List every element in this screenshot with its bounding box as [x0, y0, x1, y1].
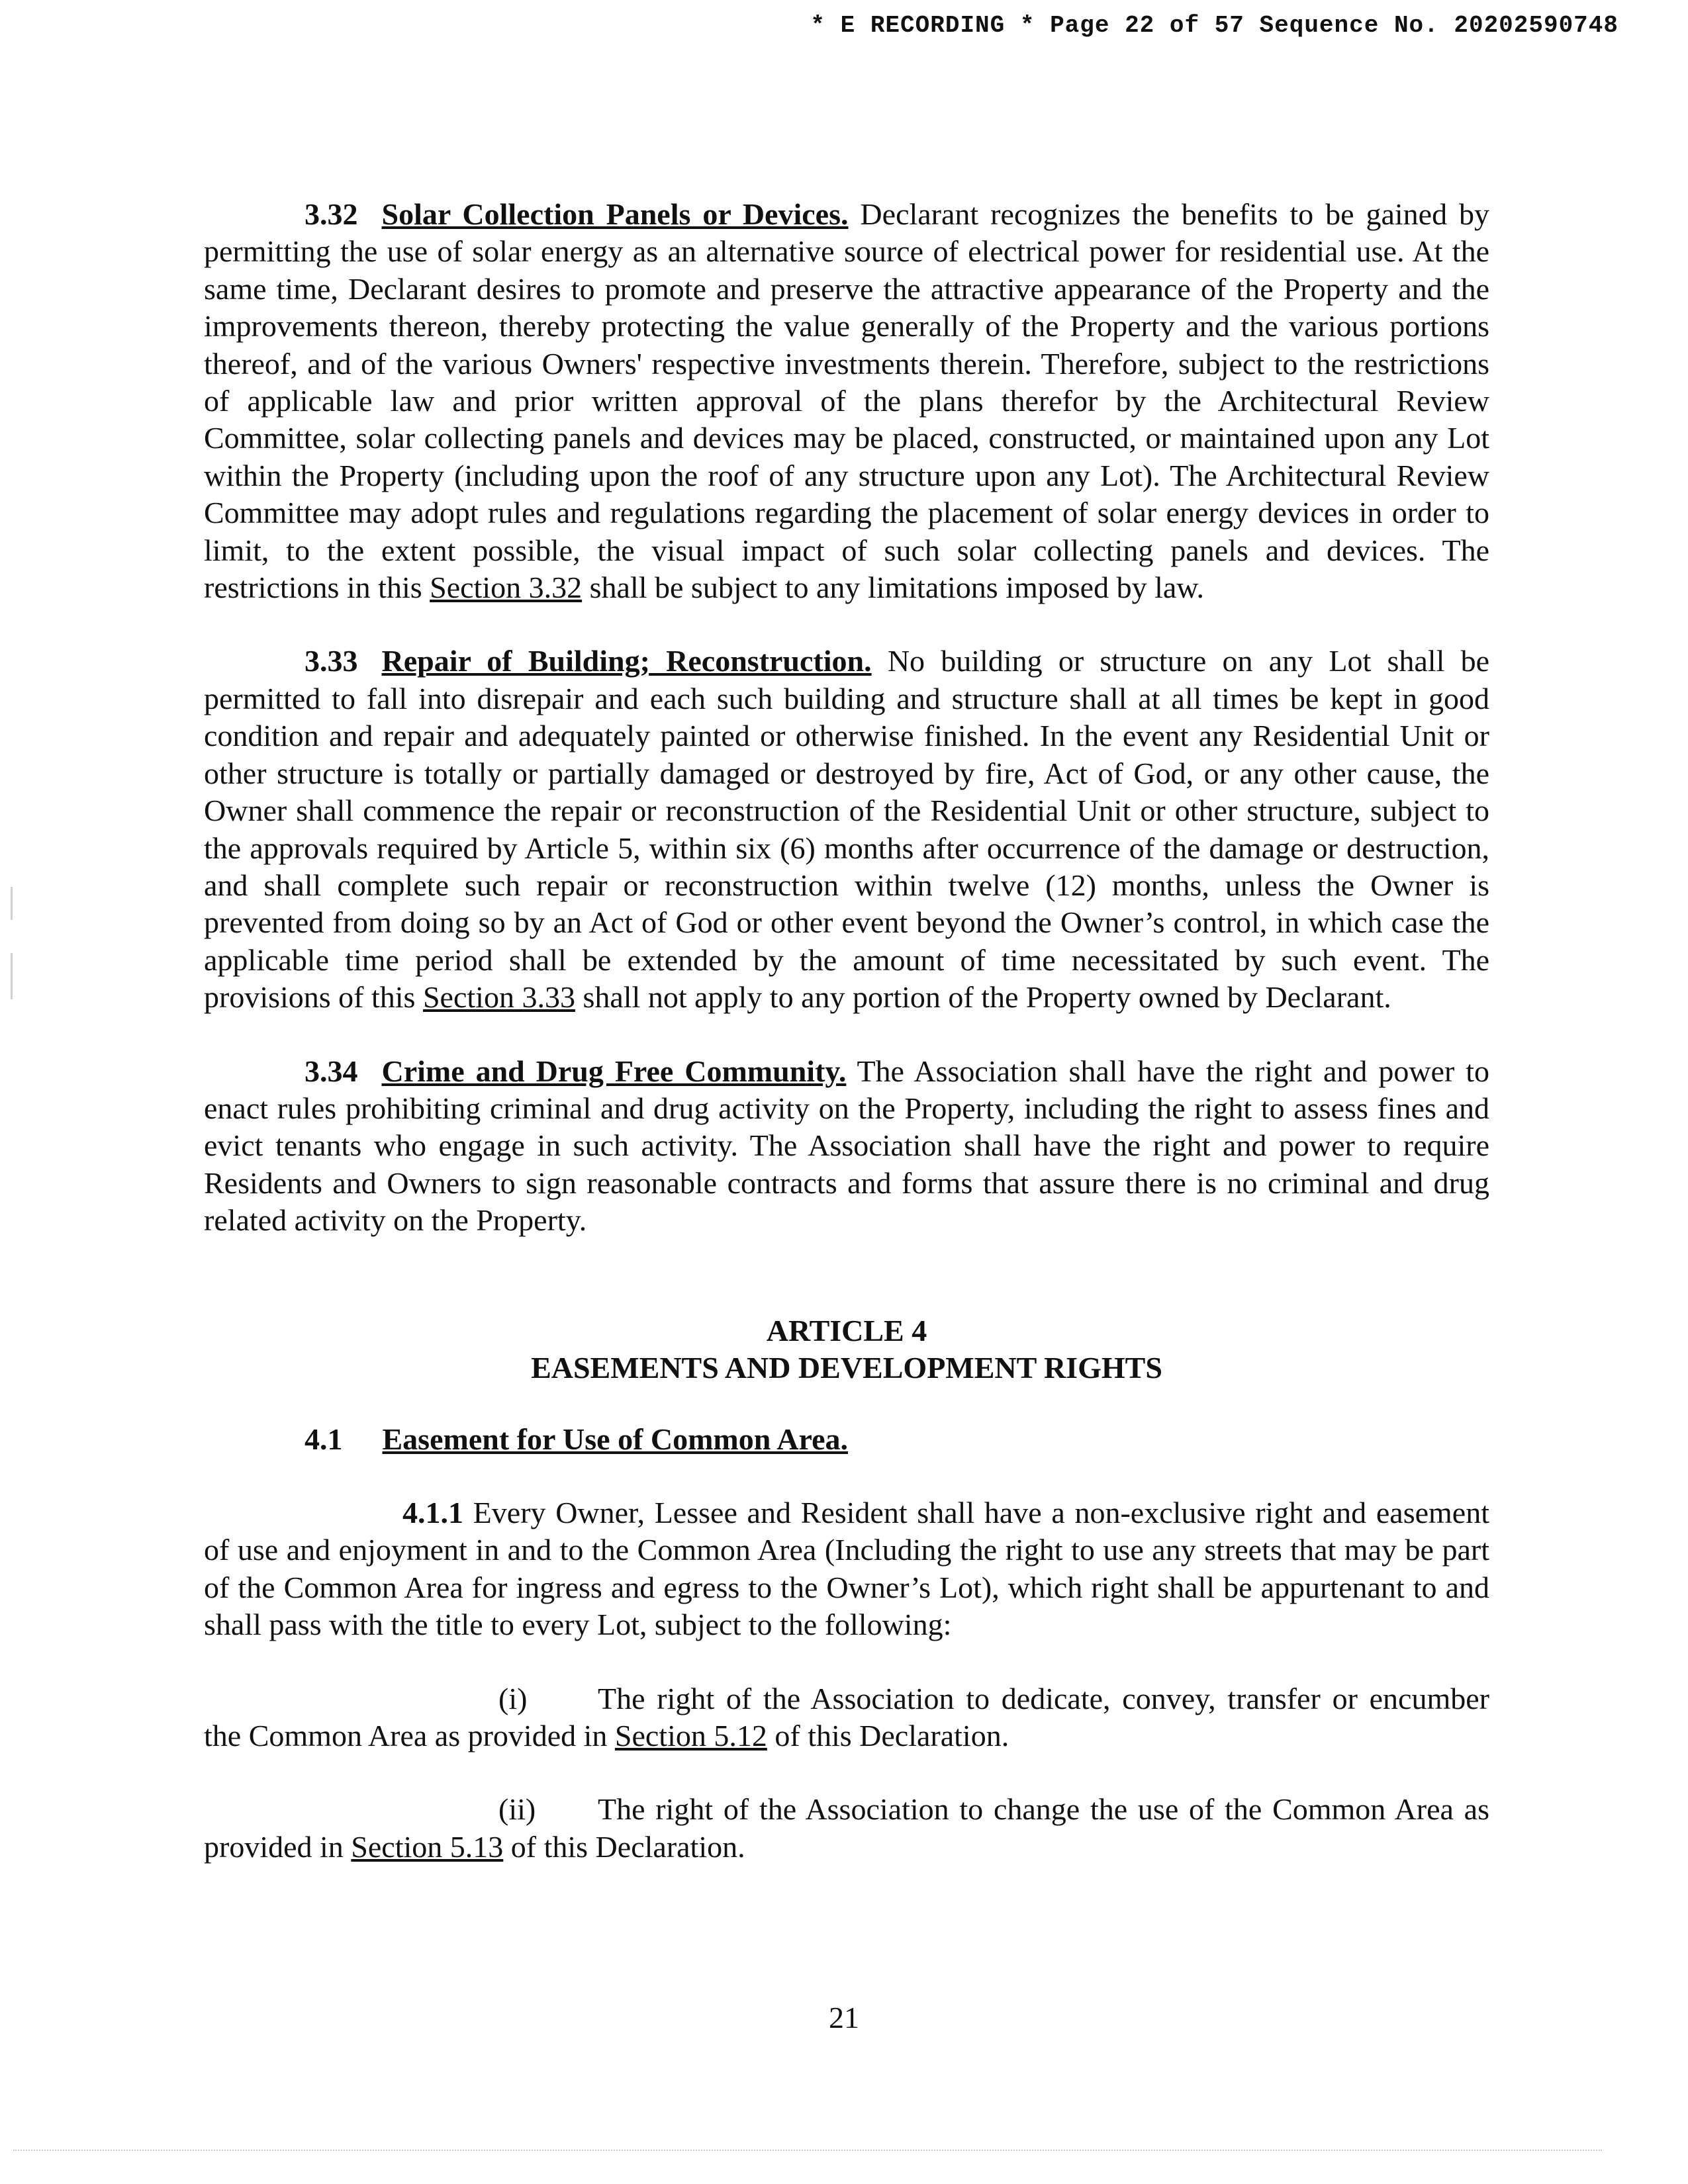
scan-margin-mark	[11, 953, 13, 999]
scan-artifact-line	[13, 2150, 1602, 2152]
item-text: of this Declaration.	[503, 1829, 745, 1864]
section-reference: Section 3.32	[430, 570, 583, 605]
section-title: Repair of Building; Reconstruction.	[381, 644, 872, 678]
list-item	[204, 1680, 1489, 1755]
article-heading	[204, 1312, 1489, 1387]
item-number: (ii)	[498, 1792, 536, 1827]
page-number: 21	[829, 2001, 859, 2034]
subsection-title: Easement for Use of Common Area.	[382, 1422, 849, 1456]
paragraph-text: Every Owner, Lessee and Resident shall have a non-exclusive right and easement of use and enjoyment in and to the Common Area (Including the right to use any streets that may be part of the Common Area for ingress and egress to the Owner’s Lot), which right shall be appurtenant to and shall pass with the title to every Lot, subject to the following:	[204, 1495, 1489, 1642]
section-reference: Section 3.33	[422, 980, 575, 1015]
subsection-heading	[305, 1421, 1489, 1458]
section-title: Crime and Drug Free Community.	[381, 1054, 847, 1088]
item-reference: Section 5.13	[351, 1829, 504, 1864]
section-text: No building or structure on any Lot shall be permitted to fall into disrepair and each such building and structure shall at all times be kept in good condition and repair and adequately painted or otherwise finished. In the event any Residential Unit or other structure is totally or partially damaged or destroyed by fire, Act of God, or any other cause, the Owner shall commence the repair or reconstruction of the Residential Unit or other structure, subject to the approvals required by Article 5, within six (6) months after occurrence of the damage or destruction, and shall complete such repair or reconstruction within twelve (12) months, unless the Owner is prevented from doing so by an Act of God or other event beyond the Owner’s control, in which case the applicable time period shall be extended by the amount of time necessitated by such event. The provisions of this	[204, 644, 1489, 1015]
recording-header: * E RECORDING * Page 22 of 57 Sequence No. 20202590748	[810, 12, 1618, 39]
article-title: EASEMENTS AND DEVELOPMENT RIGHTS	[531, 1350, 1162, 1385]
section-3-33	[204, 643, 1489, 1016]
scan-margin-mark	[11, 887, 13, 920]
item-text: The right of the Association to change the use of the Common Area as provided in	[204, 1792, 1489, 1864]
item-text: of this Declaration.	[767, 1719, 1009, 1752]
section-text: Declarant recognizes the benefits to be gained by permitting the use of solar energy as an alternative source of electrical power for residential use. At the same time, Declarant desires to promote and preserve the attractive appearance of the Property and the improvements thereon, thereby protecting the value generally of the Property and the various portions thereof, and of the various Owners' respective investments therein. Therefore, subject to the restrictions of applicable law and prior written approval of the plans therefor by the Architectural Review Committee, solar collecting panels and devices may be placed, constructed, or maintained upon any Lot within the Property (including upon the roof of any structure upon any Lot). The Architectural Review Committee may adopt rules and regulations regarding the placement of solar energy devices in order to limit, to the extent possible, the visual impact of such solar collecting panels and devices. The restrictions in this	[204, 197, 1490, 605]
item-text: The right of the Association to dedicate, convey, transfer or encumber the Common Area as provided in	[204, 1681, 1489, 1752]
section-text: shall not apply to any portion of the Property owned by Declarant.	[575, 980, 1391, 1015]
section-3-32	[204, 196, 1489, 606]
paragraph-number: 4.1.1	[402, 1495, 463, 1529]
item-reference: Section 5.12	[614, 1719, 767, 1752]
article-number: ARTICLE 4	[766, 1313, 927, 1347]
list-item	[204, 1791, 1489, 1866]
section-number: 3.32	[305, 197, 358, 231]
section-title: Solar Collection Panels or Devices.	[381, 197, 849, 231]
section-text: shall be subject to any limitations imposed by law.	[582, 570, 1205, 605]
section-number: 3.33	[305, 644, 358, 678]
paragraph-4-1-1	[204, 1494, 1489, 1644]
item-number: (i)	[498, 1681, 528, 1715]
document-body	[204, 196, 1489, 1902]
subsection-number: 4.1	[305, 1422, 343, 1456]
section-text: The Association shall have the right and power to enact rules prohibiting criminal and drug activity on the Property, including the right to assess fines and evict tenants who engage in such activity. The Association shall have the right and power to require Residents and Owners to sign reasonable contracts and forms that assure there is no criminal and drug related activity on the Property.	[204, 1054, 1489, 1238]
section-number: 3.34	[305, 1054, 358, 1088]
section-3-34	[204, 1053, 1489, 1240]
